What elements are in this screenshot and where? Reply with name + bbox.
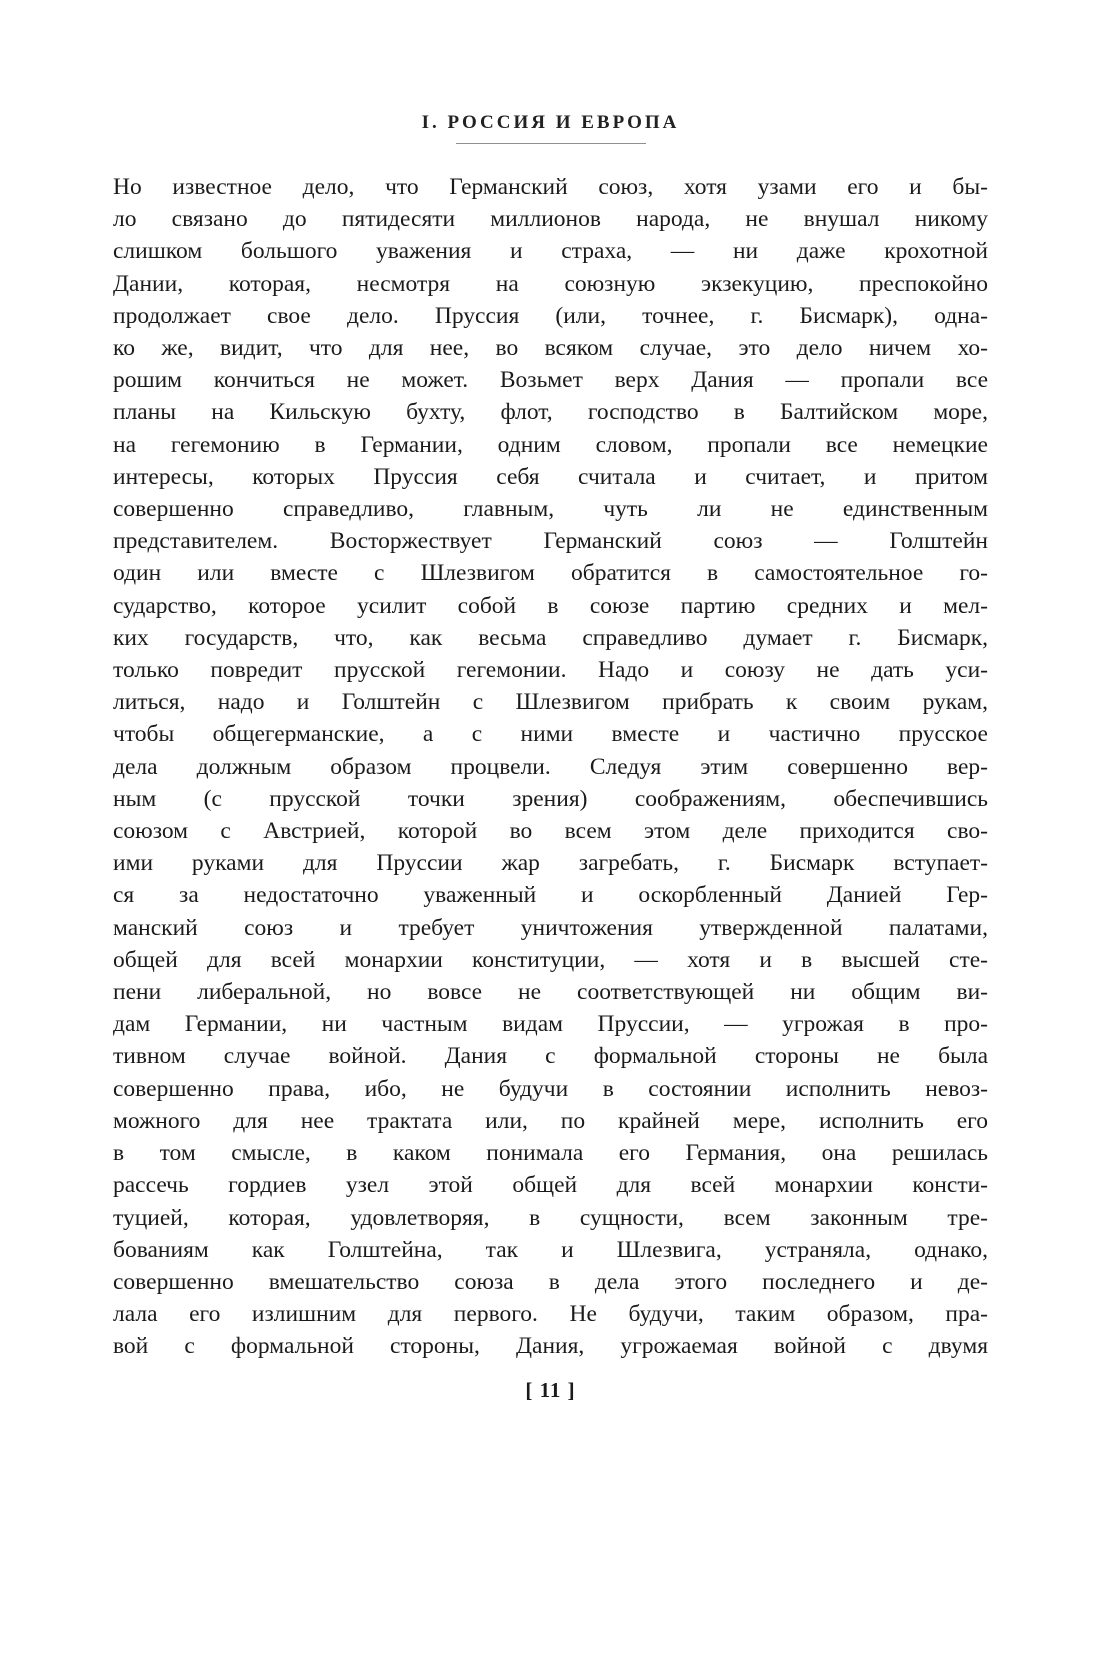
page-footer: [113, 1378, 988, 1403]
text-line: совершенно справедливо, главным, чуть ли не единственным: [113, 496, 988, 523]
text-line: ко же, видит, что для нее, во всяком случае, это дело ничем хо-: [113, 335, 988, 362]
text-line: можного для нее трактата или, по крайней мере, исполнить его: [113, 1107, 988, 1134]
text-line: ких государств, что, как весьма справедливо думает г. Бисмарк,: [113, 624, 988, 651]
text-line: союзом с Австрией, которой во всем этом деле приходится сво-: [113, 818, 988, 845]
text-line: чтобы общегерманские, а с ними вместе и частично прусское: [113, 721, 988, 748]
chapter-title: I. РОССИЯ И ЕВРОПА: [421, 112, 680, 133]
text-line: дам Германии, ни частным видам Пруссии, — угрожая в про-: [113, 1011, 988, 1038]
text-line: интересы, которых Пруссия себя считала и считает, и притом: [113, 463, 988, 490]
text-line: дела должным образом процвели. Следуя этим совершенно вер-: [113, 753, 988, 780]
text-line: манский союз и требует уничтожения утвержденной палатами,: [113, 914, 988, 941]
text-line: литься, надо и Голштейн с Шлезвигом прибрать к своим рукам,: [113, 689, 988, 716]
text-line: представителем. Восторжествует Германский союз — Голштейн: [113, 528, 988, 555]
text-line: тивном случае войной. Дания с формальной стороны не была: [113, 1043, 988, 1070]
text-line: рассечь гордиев узел этой общей для всей монархии консти-: [113, 1172, 988, 1199]
text-line: общей для всей монархии конституции, — хотя и в высшей сте-: [113, 946, 988, 973]
text-line: один или вместе с Шлезвигом обратится в самостоятельное го-: [113, 560, 988, 587]
text-line: совершенно вмешательство союза в дела этого последнего и де-: [113, 1268, 988, 1295]
text-line: совершенно права, ибо, не будучи в состоянии исполнить невоз-: [113, 1075, 988, 1102]
text-line: пени либеральной, но вовсе не соответствующей ни общим ви-: [113, 979, 988, 1006]
text-line: туцией, которая, удовлетворяя, в сущности, всем законным тре-: [113, 1204, 988, 1231]
text-line: на гегемонию в Германии, одним словом, пропали все немецкие: [113, 431, 988, 458]
text-line: слишком большого уважения и страха, — ни даже крохотной: [113, 238, 988, 265]
text-line: планы на Кильскую бухту, флот, господство в Балтийском море,: [113, 399, 988, 426]
text-line: ся за недостаточно уваженный и оскорбленный Данией Гер-: [113, 882, 988, 909]
header-rule: [456, 143, 646, 144]
text-line: только повредит прусской гегемонии. Надо и союзу не дать уси-: [113, 657, 988, 684]
text-line: ими руками для Пруссии жар загребать, г. Бисмарк вступает-: [113, 850, 988, 877]
text-line: ло связано до пятидесяти миллионов народа, не внушал никому: [113, 206, 988, 233]
body-text: [113, 171, 988, 1363]
text-line: лала его излишним для первого. Не будучи, таким образом, пра-: [113, 1301, 988, 1328]
text-line: в том смысле, в каком понимала его Германия, она решилась: [113, 1140, 988, 1167]
text-line: вой с формальной стороны, Дания, угрожаемая войной с двумя: [113, 1333, 988, 1360]
text-line: ным (с прусской точки зрения) соображениям, обеспечившись: [113, 785, 988, 812]
text-line: продолжает свое дело. Пруссия (или, точнее, г. Бисмарк), одна-: [113, 302, 988, 329]
running-head: [113, 112, 988, 144]
text-line: бованиям как Голштейна, так и Шлезвига, устраняла, однако,: [113, 1236, 988, 1263]
text-line: Дании, которая, несмотря на союзную экзекуцию, преспокойно: [113, 270, 988, 297]
text-line: рошим кончиться не может. Возьмет верх Дания — пропали все: [113, 367, 988, 394]
text-line: Но известное дело, что Германский союз, хотя узами его и бы-: [113, 174, 988, 200]
page-number: [ 11 ]: [525, 1378, 576, 1402]
text-line: сударство, которое усилит собой в союзе партию средних и мел-: [113, 592, 988, 619]
